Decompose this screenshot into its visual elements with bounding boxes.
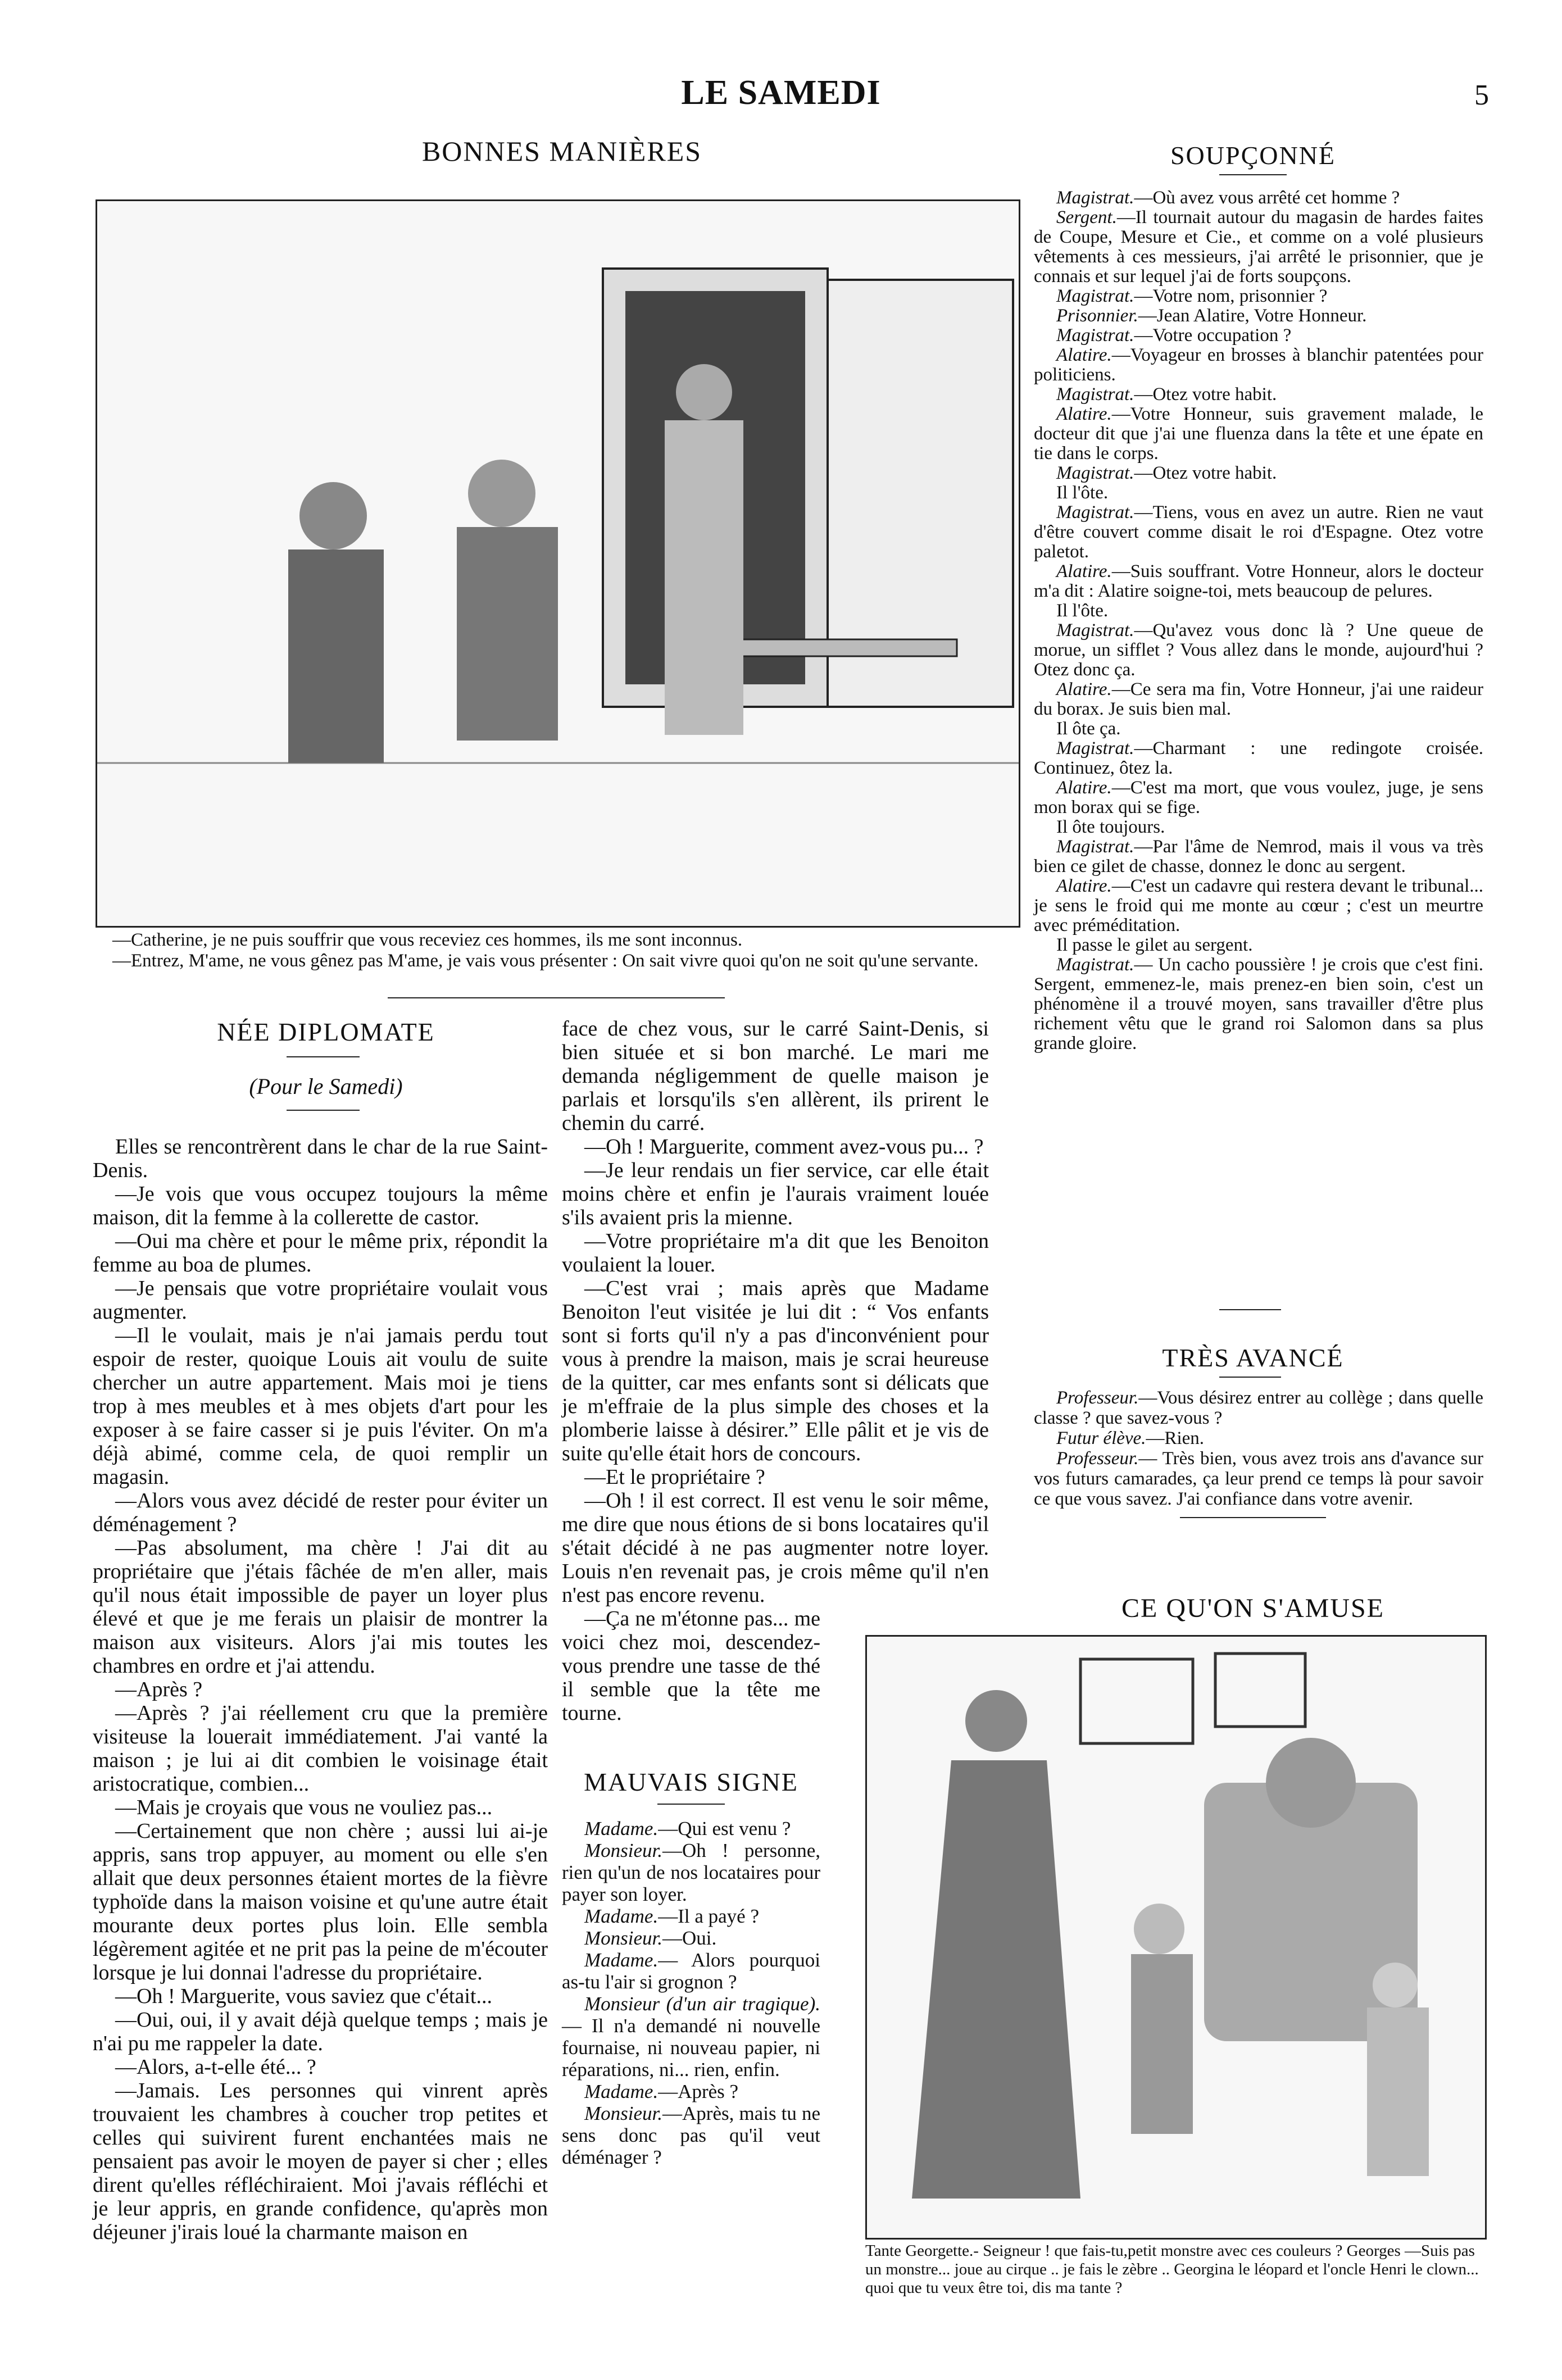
line-text: —Otez votre habit.: [1134, 384, 1277, 405]
line-text: —Votre nom, prisonnier ?: [1134, 286, 1328, 306]
dialogue-line: [1034, 817, 1483, 837]
divider: [287, 1110, 360, 1111]
tres-avance-title: TRÈS AVANCÉ: [1162, 1343, 1344, 1372]
dialogue-line: [1034, 955, 1483, 1053]
kitchen-scene-drawing: [97, 201, 1019, 926]
paragraph: —Il le voulait, mais je n'ai jamais perdu tout espoir de rester, quoique Louis ait voulu de suite chercher un autre appartement. Mais moi je tiens trop à mes meubles et à mes objets d'art pour les exposer à se faire casser si je puis l'éviter. On m'a déjà abimé, comme cela, de quoi remplir un magasin.: [93, 1324, 548, 1489]
paragraph: —Jamais. Les personnes qui vinrent après trouvaient les chambres à coucher trop petites et celles qui suivirent furent enchantées mais ne pensaient pas avoir le moyen de payer si cher ; elles dirent qu'elles réfléchiraient. Moi j'avais réfléchi et je leur appris, en grande confidence, qu'après mon déjeuner j'irais loué la charmante maison en: [93, 2079, 548, 2244]
dialogue-line: [1034, 739, 1483, 778]
paragraph: —Ça ne m'étonne pas... me voici chez moi, descendez-vous prendre une tasse de thé il semble que la tête me tourne.: [562, 1607, 820, 1725]
paragraph: —Oui ma chère et pour le même prix, répondit la femme au boa de plumes.: [93, 1229, 548, 1277]
paragraph: —Je vois que vous occupez toujours la même maison, dit la femme à la collerette de castor.: [93, 1182, 548, 1229]
dialogue-line: [1034, 935, 1483, 955]
speaker: Madame.: [584, 2081, 659, 2102]
divider: [657, 1804, 725, 1805]
line-text: —Oh ! personne, rien qu'un de nos locataires pour payer son loyer.: [562, 1839, 820, 1905]
dialogue-line: [1034, 778, 1483, 817]
soupconne-title: SOUPÇONNÉ: [1170, 141, 1336, 170]
dialogue-line: [562, 1993, 820, 2081]
paragraph: —Pas absolument, ma chère ! J'ai dit au propriétaire que j'étais fâchée de m'en aller, mais qu'il nous était impossible de payer un loyer plus élevé et que je me ferais un plaisir de montrer la maison aux visiteurs. Alors j'ai mis toutes les chambres en ordre et j'ai attendu.: [93, 1536, 548, 1678]
line-text: Il ôte toujours.: [1056, 817, 1165, 837]
line-text: —Tiens, vous en avez un autre. Rien ne vaut d'être couvert comme disait le roi d'Espagne. Otez votre paletot.: [1034, 502, 1483, 562]
line-text: —Charmant : une redingote croisée. Continuez, ôtez la.: [1034, 738, 1483, 778]
line-text: — Un cacho poussière ! je crois que c'est fini. Sergent, emmenez-le, mais prenez-en bien soin, c'est un phénomène il a trouvé moyen, sans travailler d'être plus richement vêtu que le grand roi Salomon dans sa plus grande gloire.: [1034, 955, 1483, 1053]
speaker: Madame.: [584, 1905, 659, 1927]
dialogue-line: [562, 1905, 820, 1927]
speaker: Alatire.: [1056, 876, 1112, 896]
dialogue-line: [1034, 876, 1483, 935]
line-text: —Ce sera ma fin, Votre Honneur, j'ai une raideur du borax. Je suis bien mal.: [1034, 679, 1483, 719]
dialogue-line: [1034, 1428, 1483, 1448]
speaker: Monsieur (d'un air tragique).: [584, 1993, 820, 2015]
speaker: Professeur.: [1056, 1448, 1139, 1469]
divider: [1219, 174, 1287, 175]
speaker: Magistrat.: [1056, 620, 1134, 641]
line-text: —Vous désirez entrer au collège ; dans quelle classe ? que savez-vous ?: [1034, 1388, 1483, 1428]
line-text: —Rien.: [1146, 1428, 1205, 1448]
line-text: —Suis souffrant. Votre Honneur, alors le docteur m'a dit : Alatire soigne-toi, mets beaucoup de pelures.: [1034, 561, 1483, 601]
speaker: Magistrat.: [1056, 502, 1134, 523]
line-text: —C'est un cadavre qui restera devant le tribunal... je sens le froid qui me monte au cœur ; c'est un meurtre avec préméditation.: [1034, 876, 1483, 935]
ce-quon-samuse-caption: Tante Georgette.- Seigneur ! que fais-tu,petit monstre avec ces couleurs ? Georges —Suis pas un monstre... joue au cirque .. je fais le zèbre .. Georgina le léopard et l'oncle Henri le clown... quoi que tu veux être toi, dis ma tante ?: [865, 2242, 1479, 2297]
paragraph: —Alors vous avez décidé de rester pour éviter un déménagement ?: [93, 1489, 548, 1536]
dialogue-line: [1034, 385, 1483, 405]
line-text: —Il tournait autour du magasin de hardes faites de Coupe, Mesure et Cie., et comme on a volé plusieurs vêtements à ces messieurs, j'ai arrêté le prisonnier, que je connais et sur lequel j'ai de forts soupçons.: [1034, 207, 1483, 287]
paragraph: —Oui, oui, il y avait déjà quelque temps ; mais je n'ai pu me rappeler la date.: [93, 2008, 548, 2055]
dialogue-line: [1034, 719, 1483, 739]
dialogue-line: [1034, 464, 1483, 483]
line-text: — Très bien, vous avez trois ans d'avance sur vos futurs camarades, ça leur prend ce temps là pour savoir ce que vous savez. J'ai confiance dans votre avenir.: [1034, 1448, 1483, 1509]
speaker: Monsieur.: [584, 2102, 663, 2124]
speaker: Alatire.: [1056, 561, 1112, 582]
page-number: 5: [1474, 79, 1489, 111]
dialogue-line: [1034, 601, 1483, 621]
paragraph: Elles se rencontrèrent dans le char de la rue Saint-Denis.: [93, 1135, 548, 1182]
line-text: —Jean Alatire, Votre Honneur.: [1138, 306, 1367, 326]
line-text: —Après, mais tu ne sens donc pas qu'il veut déménager ?: [562, 2102, 820, 2168]
line-text: —Qu'avez vous donc là ? Une queue de morue, un sifflet ? Vous allez dans le monde, aujourd'hui ? Otez donc ça.: [1034, 620, 1483, 680]
bonnes-manieres-illustration: [96, 199, 1020, 928]
speaker: Professeur.: [1056, 1388, 1139, 1408]
speaker: Magistrat.: [1056, 463, 1134, 483]
paragraph: —C'est vrai ; mais après que Madame Benoiton l'eut visitée je lui dit : “ Vos enfants sont si forts qu'il n'y a pas d'inconvénient pour vous à prendre la maison, mais je scrai heureuse de la quitter, car mes enfants sont si délicats que je m'effraie de la plus simple des choses et la plomberie laisse à désirer.” Elle pâlit et je vis de suite qu'elle était hors de concours.: [562, 1277, 989, 1465]
divider: [287, 1056, 360, 1057]
caption-line: —Catherine, je ne puis souffrir que vous receviez ces hommes, ils me sont inconnus.: [112, 930, 743, 950]
divider: [1219, 1377, 1281, 1378]
nee-diplomate-column-2: [562, 1017, 989, 1725]
speaker: Futur élève.: [1056, 1428, 1146, 1448]
line-text: Il l'ôte.: [1056, 601, 1109, 621]
paragraph: —Alors, a-t-elle été... ?: [115, 2055, 316, 2079]
paragraph: —Je leur rendais un fier service, car elle était moins chère et enfin je l'aurais vraiment louée s'ils avaient pris la mienne.: [562, 1159, 989, 1229]
speaker: Sergent.: [1056, 207, 1117, 228]
bonnes-manieres-title: BONNES MANIÈRES: [421, 135, 702, 167]
ce-quon-samuse-title: CE QU'ON S'AMUSE: [1121, 1593, 1384, 1623]
dialogue-line: [562, 2081, 820, 2102]
divider: [1219, 1309, 1281, 1310]
paragraph: —Je pensais que votre propriétaire voulait vous augmenter.: [93, 1277, 548, 1324]
mauvais-signe-dialogue: [562, 1818, 820, 2168]
masthead-title: LE SAMEDI: [681, 74, 881, 112]
line-text: —Voyageur en brosses à blanchir patentées pour politiciens.: [1034, 345, 1483, 385]
nee-diplomate-column-1: [93, 1135, 548, 2244]
speaker: Alatire.: [1056, 679, 1112, 700]
paragraph: —Certainement que non chère ; aussi lui ai-je appris, sans trop appuyer, au moment ou elle s'en allait que deux personnes étaient mortes de la fièvre typhoïde dans la maison voisine et qu'une autre était mourante deux portes plus loin. Elle sembla légèrement agitée et ne prit pas la peine de m'écouter lorsque je lui donnai l'adresse du propriétaire.: [93, 1819, 548, 1984]
dialogue-line: [1034, 405, 1483, 464]
paragraph: —Oh ! Marguerite, comment avez-vous pu... ?: [584, 1135, 984, 1159]
line-text: —Par l'âme de Nemrod, mais il vous va très bien ce gilet de chasse, donnez le donc au sergent.: [1034, 837, 1483, 876]
speaker: Alatire.: [1056, 345, 1112, 365]
speaker: Alatire.: [1056, 778, 1112, 798]
dialogue-line: [1034, 680, 1483, 719]
dialogue-line: [1034, 837, 1483, 876]
paragraph: —Oh ! il est correct. Il est venu le soir même, me dire que nous étions de si bons locataires qu'il s'était décidé à ne pas augmenter notre loyer. Louis n'en revenait pas, je crois même qu'il n'en n'est pas encore revenu.: [562, 1489, 989, 1607]
speaker: Monsieur.: [584, 1927, 663, 1949]
paragraph: —Et le propriétaire ?: [584, 1465, 765, 1489]
divider: [1180, 1517, 1326, 1518]
line-text: Il l'ôte.: [1056, 483, 1109, 503]
line-text: —Qui est venu ?: [658, 1818, 791, 1839]
speaker: Magistrat.: [1056, 738, 1134, 758]
line-text: —C'est ma mort, que vous voulez, juge, je sens mon borax qui se fige.: [1034, 778, 1483, 817]
line-text: Il passe le gilet au sergent.: [1056, 935, 1253, 955]
ce-quon-samuse-illustration: [865, 1635, 1487, 2240]
family-scene-drawing: [867, 1637, 1485, 2238]
dialogue-line: [1034, 503, 1483, 562]
paragraph: —Mais je croyais que vous ne vouliez pas...: [115, 1796, 493, 1819]
speaker: Madame.: [584, 1818, 659, 1839]
dialogue-line: [1034, 483, 1483, 503]
speaker: Magistrat.: [1056, 286, 1134, 306]
dialogue-line: [1034, 208, 1483, 287]
dialogue-line: [562, 1839, 820, 1905]
speaker: Monsieur.: [584, 1839, 663, 1861]
line-text: —Votre occupation ?: [1134, 325, 1292, 346]
dialogue-line: [1034, 346, 1483, 385]
speaker: Magistrat.: [1056, 384, 1134, 405]
paragraph: —Oh ! Marguerite, vous saviez que c'était...: [115, 1984, 492, 2008]
dialogue-line: [562, 2102, 820, 2168]
paragraph: —Après ?: [115, 1678, 203, 1701]
speaker: Magistrat.: [1056, 325, 1134, 346]
line-text: —Après ?: [658, 2081, 739, 2102]
dialogue-line: [562, 1949, 820, 1993]
line-text: —Votre Honneur, suis gravement malade, le docteur dit que j'ai une fluenza dans la tête et une épate en tie dans le corps.: [1034, 404, 1483, 464]
paragraph: face de chez vous, sur le carré Saint-Denis, si bien située et si bon marché. Le mari me demanda négligemment de quelle maison je parlais et lorsqu'ils s'en allèrent, ils prirent le chemin du carré.: [562, 1017, 989, 1135]
caption-line: —Entrez, M'ame, ne vous gênez pas M'ame, je vais vous présenter : On sait vivre quoi qu'on ne soit qu'une servante.: [112, 951, 979, 971]
speaker: Prisonnier.: [1056, 306, 1138, 326]
speaker: Magistrat.: [1056, 955, 1134, 975]
line-text: —Otez votre habit.: [1134, 463, 1277, 483]
soupconne-dialogue: [1034, 188, 1483, 1053]
dialogue-line: [1034, 621, 1483, 680]
divider: [388, 997, 725, 998]
speaker: Alatire.: [1056, 404, 1112, 424]
mauvais-signe-title: MAUVAIS SIGNE: [584, 1768, 798, 1796]
dialogue-line: [1034, 326, 1483, 346]
line-text: Il ôte ça.: [1056, 719, 1121, 739]
line-text: —Il a payé ?: [658, 1905, 759, 1927]
dialogue-line: [562, 1927, 820, 1949]
nee-diplomate-byline: (Pour le Samedi): [249, 1074, 403, 1099]
dialogue-line: [1034, 306, 1483, 326]
line-text: — Alors pourquoi as-tu l'air si grognon ?: [562, 1949, 820, 1993]
speaker: Magistrat.: [1056, 837, 1134, 857]
tres-avance-dialogue: [1034, 1388, 1483, 1509]
nee-diplomate-title: NÉE DIPLOMATE: [217, 1018, 435, 1046]
dialogue-line: [1034, 1448, 1483, 1509]
dialogue-line: [562, 1818, 820, 1839]
line-text: —Oui.: [662, 1927, 717, 1949]
speaker: Magistrat.: [1056, 188, 1134, 208]
dialogue-line: [1034, 287, 1483, 306]
bonnes-manieres-caption: [90, 930, 1034, 971]
line-text: —Où avez vous arrêté cet homme ?: [1134, 188, 1400, 208]
dialogue-line: [1034, 188, 1483, 208]
paragraph: —Votre propriétaire m'a dit que les Benoiton voulaient la louer.: [562, 1229, 989, 1277]
paragraph: —Après ? j'ai réellement cru que la première visiteuse la louerait immédiatement. J'ai vanté la maison ; je lui ai dit combien le voisinage était aristocratique, combien...: [93, 1701, 548, 1796]
dialogue-line: [1034, 562, 1483, 601]
line-text: — Il n'a demandé ni nouvelle fournaise, ni nouveau papier, ni réparations, ni... rien, enfin.: [562, 2015, 820, 2081]
speaker: Madame.: [584, 1949, 659, 1971]
dialogue-line: [1034, 1388, 1483, 1428]
